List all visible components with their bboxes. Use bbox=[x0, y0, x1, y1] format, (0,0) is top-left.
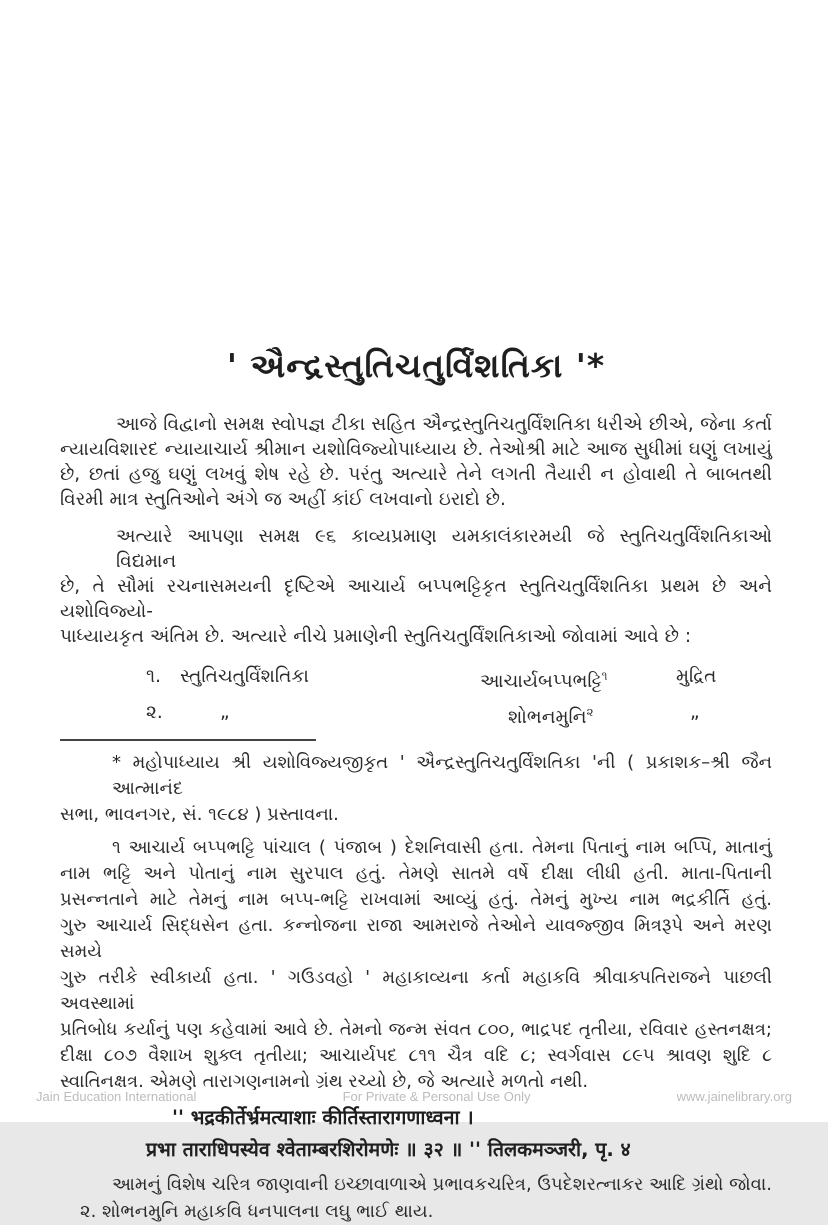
text-line: * મહોપાધ્યાય શ્રી યશોવિજ્યજીકૃત ' ઐન્દ્રસ્તુતિચતુર્વિંશતિકા 'ની ( પ્રકાશક–શ્રી જૈન આત્માનંદ bbox=[112, 752, 772, 800]
text-line: ન્યાયવિશારદ ન્યાયાચાર્ય શ્રીમાન યશોવિજ્યોપાધ્યાય છે. તેઓશ્રી માટે આજ સુધીમાં ઘણું લખાયું bbox=[60, 439, 772, 460]
footnote-1 bbox=[60, 835, 772, 1095]
list-item-number: ૧. bbox=[146, 666, 161, 687]
author-name: શોભનમુનિ bbox=[508, 707, 587, 729]
sanskrit-verse bbox=[60, 1102, 772, 1166]
text-line: સભા, ભાવનગર, સં. ૧૯૮૪ ) પ્રસ્તાવના. bbox=[60, 804, 339, 826]
author-name: આચાર્યબપ્પભટ્ટિ bbox=[480, 671, 602, 693]
list-item-status: „ bbox=[690, 702, 700, 724]
paragraph-overview bbox=[60, 524, 772, 649]
list-item-author bbox=[480, 661, 676, 697]
paragraph-intro bbox=[60, 412, 772, 512]
list-item-author bbox=[480, 697, 676, 733]
text-line: પ્રસન્નતાને માટે તેમનું નામ બપ્પ-ભટ્ટિ રાખવામાં આવ્યું હતું. તેમનું મુખ્ય નામ ભદ્રકીર્તિ હતું. bbox=[60, 889, 772, 911]
footnote-star bbox=[60, 750, 772, 828]
text-line: અત્યારે આપણા સમક્ષ ૯૬ કાવ્યપ્રમાણ યમકાલંકારમયી જે સ્તુતિચતુર્વિંશતિકાઓ વિદ્યમાન bbox=[116, 526, 772, 572]
footnote-ref: ૨ bbox=[586, 705, 594, 720]
closing-note: આમનું વિશેષ ચરિત્ર જાણવાની ઇચ્છાવાળાએ પ્રભાવકચરિત્ર, ઉપદેશરત્નાકર આદિ ગ્રંથો જોવા. bbox=[112, 1174, 772, 1196]
list-item-number: ૨. bbox=[146, 702, 163, 724]
verse-text: प्रभा ताराधिपस्येव श्वेताम्बरशिरोमणेः ॥ ३२ ॥ '' bbox=[146, 1138, 481, 1162]
stutichaturvimshatika-list bbox=[60, 661, 772, 733]
text-line: છે, તે સૌમાં રચનાસમયની દૃષ્ટિએ આચાર્ય બપ્પભટ્ટિકૃત સ્તુતિચતુર્વિંશતિકા પ્રથમ છે અને યશોવિજ્યો- bbox=[60, 576, 772, 622]
list-item bbox=[60, 697, 772, 733]
footnote-2: ૨. શોભનમુનિ મહાકવિ ધનપાલના લઘુ ભાઈ થાય. bbox=[80, 1201, 434, 1223]
page-title: ' ઐન્દ્રસ્તુતિચતુર્વિંશતિકા '* bbox=[226, 346, 606, 385]
text-line: પાધ્યાયકૃત અંતિમ છે. અત્યારે નીચે પ્રમાણેની સ્તુતિચતુર્વિંશતિકાઓ જોવામાં આવે છે : bbox=[60, 626, 692, 647]
text-line: દીક્ષા ૮૦૭ વૈશાખ શુક્લ તૃતીયા; આચાર્યપદ ૮૧૧ ચૈત્ર વદિ ૮; સ્વર્ગવાસ ૮૯૫ શ્રાવણ શુદિ ૮ bbox=[60, 1045, 772, 1067]
verse-line: '' भद्रकीर्तेर्भ्रमत्याशाः कीर्तिस्तारागणाध्वना । bbox=[172, 1106, 474, 1130]
text-line: સ્વાતિનક્ષત્ર. એમણે તારાગણનામનો ગ્રંથ રચ્યો છે, જે અત્યારે મળતો નથી. bbox=[60, 1071, 589, 1093]
list-item-title: સ્તુતિચતુર્વિંશતિકા bbox=[180, 666, 309, 687]
footer-right: www.jainelibrary.org bbox=[676, 1089, 792, 1104]
text-line: ગુરુ તરીકે સ્વીકાર્યા હતા. ' ગઉડવહો ' મહાકાવ્યના કર્તા મહાકવિ શ્રીવાક્પતિરાજને પાછલી અવસ્થામાં bbox=[60, 967, 772, 1015]
text-line: આજે વિદ્વાનો સમક્ષ સ્વોપજ્ઞ ટીકા સહિત ઐન્દ્રસ્તુતિચતુર્વિંશતિકા ધરીએ છીએ, જેના કર્તા bbox=[116, 414, 772, 435]
library-footer bbox=[0, 1089, 828, 1104]
footer-left: Jain Education International bbox=[36, 1089, 197, 1104]
footnote-divider bbox=[60, 739, 316, 741]
footnote-ref: ૧ bbox=[601, 669, 608, 683]
text-line: ૧ આચાર્ય બપ્પભટ્ટિ પાંચાલ ( પંજાબ ) દેશનિવાસી હતા. તેમના પિતાનું નામ બપ્પિ, માતાનું bbox=[112, 837, 772, 859]
footer-center: For Private & Personal Use Only bbox=[342, 1089, 531, 1104]
text-line: વિરમી માત્ર સ્તુતિઓને અંગે જ અહીં કાંઈ લખવાનો ઇરાદો છે. bbox=[60, 489, 506, 510]
list-item-title: „ bbox=[220, 702, 230, 724]
list-item bbox=[60, 661, 772, 697]
verse-attribution: तिलकमञ्जरी, पृ. ४ bbox=[487, 1138, 631, 1162]
text-line: ગુરુ આચાર્ય સિદ્ધસેન હતા. કન્નોજના રાજા આમરાજે તેઓને યાવજ્જીવ મિત્રરૂપે અને મરણ સમયે bbox=[60, 915, 772, 963]
text-line: છે, છતાં હજુ ઘણું લખવું શેષ રહે છે. પરંતુ અત્યારે તેને લગતી તૈયારી ન હોવાથી તે બાબતથી bbox=[60, 464, 772, 485]
list-item-status: મુદ્રિત bbox=[676, 666, 717, 687]
text-line: પ્રતિબોધ કર્યાનું પણ કહેવામાં આવે છે. તેમનો જન્મ સંવત ૮૦૦, ભાદ્રપદ તૃતીયા, રવિવાર હસ્તનક્ષત્ર; bbox=[60, 1019, 772, 1041]
verse-line bbox=[146, 1134, 772, 1166]
text-line: નામ ભટ્ટિ અને પોતાનું નામ સુરપાલ હતું. તેમણે સાતમે વર્ષે દીક્ષા લીધી હતી. માતા-પિતાની bbox=[60, 863, 772, 885]
